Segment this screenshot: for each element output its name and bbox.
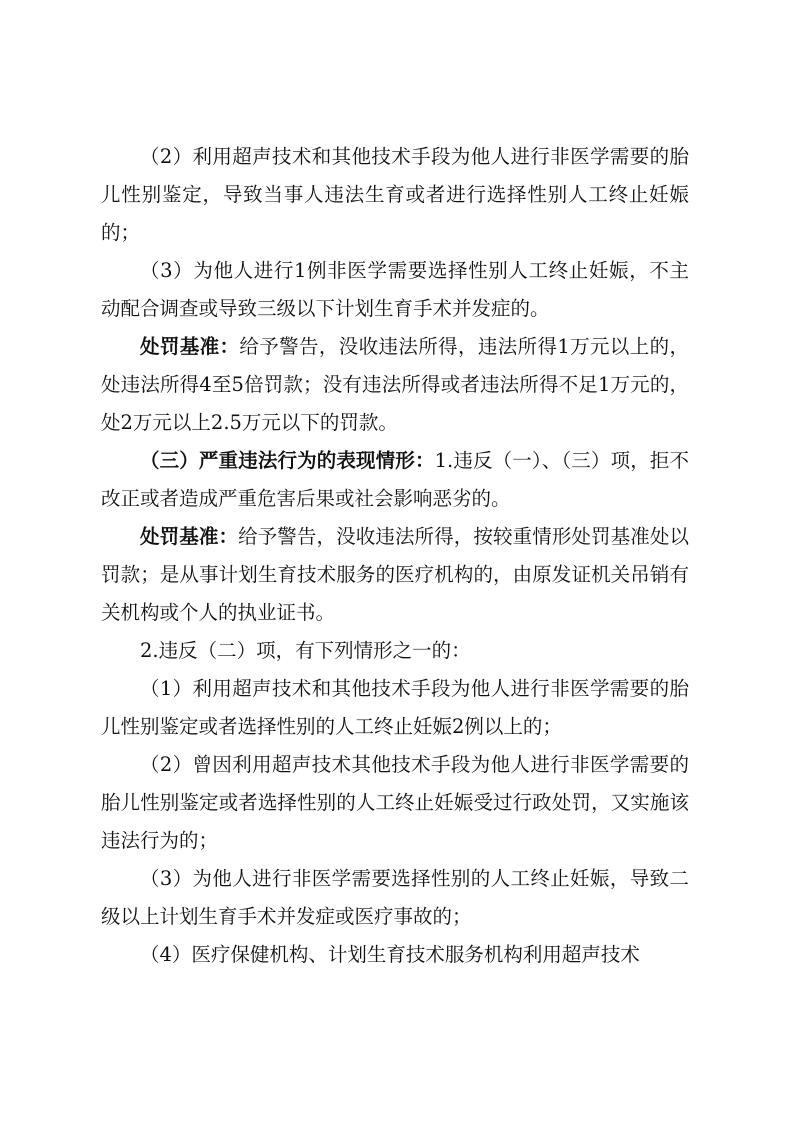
paragraph-text: 给予警告，没收违法所得，违法所得1万元以上的，处违法所得4至5倍罚款；没有违法所得或者违法所得不足1万元的，处2万元以上2.5万元以下的罚款。 — [101, 335, 689, 434]
paragraph-text: 给予警告，没收违法所得，按较重情形处罚基准处以罚款；是从事计划生育技术服务的医疗机构的，由原发证机关吊销有关机构或个人的执业证书。 — [101, 525, 689, 624]
serious-violation-paragraph — [101, 442, 689, 518]
paragraph-item-2 — [101, 138, 689, 252]
penalty-standard-label: 处罚基准： — [140, 525, 239, 548]
paragraph-item-4 — [101, 936, 689, 974]
penalty-standard-paragraph — [101, 518, 689, 632]
paragraph-item-2 — [101, 746, 689, 860]
paragraph-text: （1）利用超声技术和其他技术手段为他人进行非医学需要的胎儿性别鉴定或者选择性别的人工终止妊娠2例以上的； — [101, 677, 689, 738]
paragraph-text: （2）利用超声技术和其他技术手段为他人进行非医学需要的胎儿性别鉴定，导致当事人违法生育或者进行选择性别人工终止妊娠的； — [101, 145, 689, 244]
list-intro-paragraph — [101, 632, 689, 670]
paragraph-text: （4）医疗保健机构、计划生育技术服务机构利用超声技术 — [140, 943, 640, 966]
paragraph-item-3 — [101, 860, 689, 936]
paragraph-text: （2）曾因利用超声技术其他技术手段为他人进行非医学需要的胎儿性别鉴定或者选择性别的人工终止妊娠受过行政处罚，又实施该违法行为的； — [101, 753, 689, 852]
paragraph-item-1 — [101, 670, 689, 746]
paragraph-text: 2.违反（二）项，有下列情形之一的： — [140, 639, 471, 662]
penalty-standard-label: 处罚基准： — [140, 335, 240, 358]
paragraph-item-3 — [101, 252, 689, 328]
paragraph-text: 1.违反（一）、（三）项，拒不改正或者造成严重危害后果或社会影响恶劣的。 — [101, 449, 689, 510]
paragraph-text: （3）为他人进行1例非医学需要选择性别人工终止妊娠，不主动配合调查或导致三级以下计划生育手术并发症的。 — [101, 259, 689, 320]
document-body — [101, 138, 689, 974]
paragraph-text: （3）为他人进行非医学需要选择性别的人工终止妊娠，导致二级以上计划生育手术并发症或医疗事故的； — [101, 867, 689, 928]
section-heading: （三）严重违法行为的表现情形： — [140, 449, 435, 472]
penalty-standard-paragraph — [101, 328, 689, 442]
